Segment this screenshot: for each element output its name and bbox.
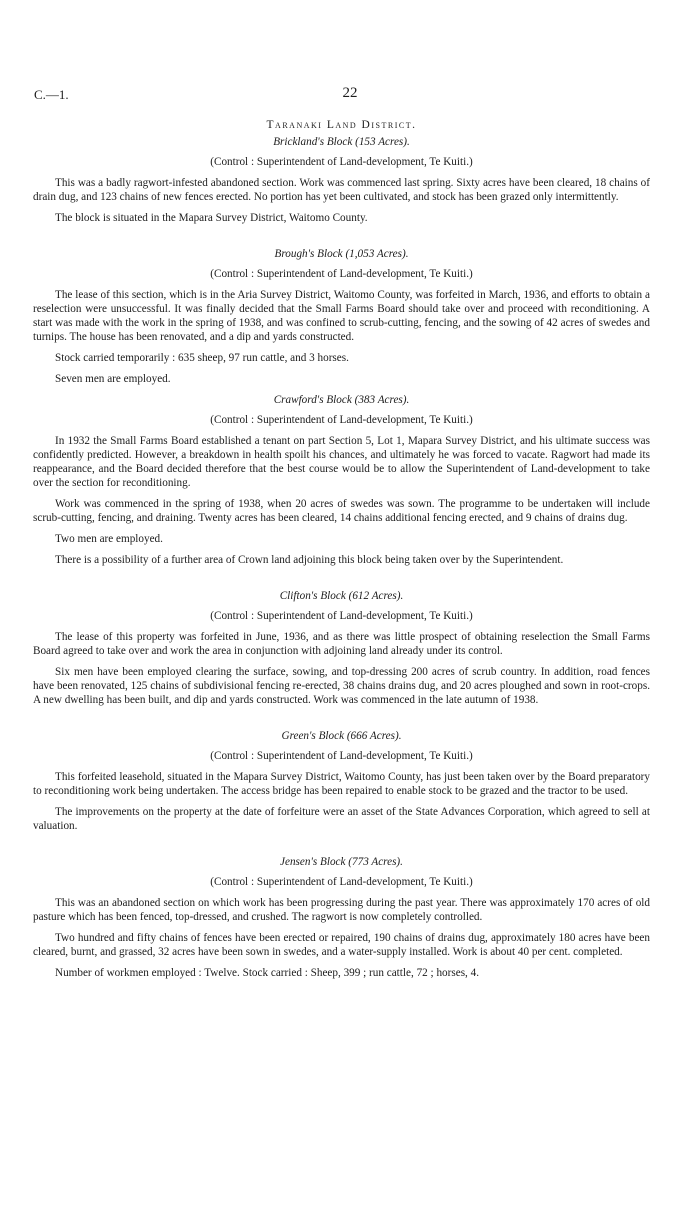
- block-title: Brough's Block (1,053 Acres).: [274, 248, 409, 260]
- paragraph: The block is situated in the Mapara Survey District, Waitomo County.: [55, 212, 368, 224]
- block-title: Green's Block (666 Acres).: [281, 730, 402, 742]
- paragraph: This was an abandoned section on which work has been progressing during the past year. There was approximately 170 acres of old pasture which has been fenced, top-dressed, and crushed. The ragwort is now completely controlled.: [33, 897, 650, 923]
- paragraph: Six men have been employed clearing the surface, sowing, and top-dressing 200 acres of scrub country. In addition, road fences have been renovated, 125 chains of subdivisional fencing re-erected, 38 chains drains dug, and 20 acres ploughed and sown in root-crops. A new dwelling has been built, and dip and yards constructed. Work was commenced in the late autumn of 1938.: [33, 666, 650, 706]
- paragraph: The improvements on the property at the date of forfeiture were an asset of the State Advances Corporation, which agreed to sell at valuation.: [33, 806, 650, 832]
- control-note: (Control : Superintendent of Land-development, Te Kuiti.): [210, 268, 473, 280]
- control-note: (Control : Superintendent of Land-development, Te Kuiti.): [210, 750, 473, 762]
- paragraph: The lease of this property was forfeited in June, 1936, and as there was little prospect of obtaining reselection the Small Farms Board agreed to take over and work the area in conjunction with adjoining land already under its control.: [33, 631, 650, 657]
- page-number: 22: [342, 85, 358, 101]
- block-section: [33, 589, 650, 707]
- paragraph: The lease of this section, which is in the Aria Survey District, Waitomo County, was forfeited in March, 1936, and efforts to obtain a reselection were unsuccessful. It was finally decided that the Small Farms Board should take over and proceed with reconditioning. A start was made with the work in the spring of 1938, and was confined to scrub-cutting, fencing, and the sowing of 42 acres of swedes and turnips. The house has been renovated, and a dip and yards constructed.: [33, 289, 650, 343]
- paragraph: Work was commenced in the spring of 1938, when 20 acres of swedes was sown. The programme to be undertaken will include scrub-cutting, fencing, and draining. Twenty acres has been cleared, 14 chains additional fencing erected, and 9 chains of drains dug.: [33, 498, 650, 524]
- paragraph: Stock carried temporarily : 635 sheep, 97 run cattle, and 3 horses.: [55, 352, 349, 364]
- block-title: Crawford's Block (383 Acres).: [273, 394, 410, 406]
- paragraph: Two men are employed.: [55, 533, 163, 545]
- block-title: Jensen's Block (773 Acres).: [280, 856, 403, 868]
- control-note: (Control : Superintendent of Land-development, Te Kuiti.): [210, 610, 473, 622]
- paragraph: Number of workmen employed : Twelve. Stock carried : Sheep, 399 ; run cattle, 72 ; horses, 4.: [55, 967, 480, 979]
- paragraph: This was a badly ragwort-infested abandoned section. Work was commenced last spring. Sixty acres have been cleared, 18 chains of drain dug, and 123 chains of new fences erected. No portion has yet been cultivated, and stock has been grazed only intermittently.: [33, 177, 650, 203]
- block-section: [33, 855, 650, 980]
- paragraph: Seven men are employed.: [55, 373, 171, 385]
- control-note: (Control : Superintendent of Land-development, Te Kuiti.): [210, 876, 473, 888]
- block-section: [33, 729, 650, 833]
- block-section: [33, 393, 650, 567]
- block-title: Brickland's Block (153 Acres).: [273, 136, 410, 148]
- block-section: [33, 135, 650, 225]
- block-title: Clifton's Block (612 Acres).: [279, 590, 404, 602]
- paragraph: There is a possibility of a further area of Crown land adjoining this block being taken over by the Superintendent.: [55, 554, 564, 566]
- control-note: (Control : Superintendent of Land-development, Te Kuiti.): [210, 414, 473, 426]
- district-heading: Taranaki Land District.: [266, 119, 417, 131]
- control-note: (Control : Superintendent of Land-development, Te Kuiti.): [210, 156, 473, 168]
- paragraph: In 1932 the Small Farms Board established a tenant on part Section 5, Lot 1, Mapara Survey District, and his ultimate success was confidently predicted. However, a breakdown in health spoilt his chances, and ultimately he was forced to vacate. Ragwort had made its reappearance, and the Board decided therefore that the best course would be to allow the Superintendent of Land-development to take over the section for reconditioning.: [33, 435, 650, 489]
- block-section: [33, 247, 650, 386]
- paragraph: Two hundred and fifty chains of fences have been erected or repaired, 190 chains of drains dug, approximately 180 acres have been cleared, burnt, and grassed, 32 acres have been sown in swedes, and a water-supply installed. Work is about 40 per cent. completed.: [33, 932, 650, 958]
- paragraph: This forfeited leasehold, situated in the Mapara Survey District, Waitomo County, has just been taken over by the Board preparatory to reconditioning work being undertaken. The access bridge has been repaired to enable stock to be grazed and the tractor to be used.: [33, 771, 650, 797]
- section-code: C.—1.: [34, 87, 69, 102]
